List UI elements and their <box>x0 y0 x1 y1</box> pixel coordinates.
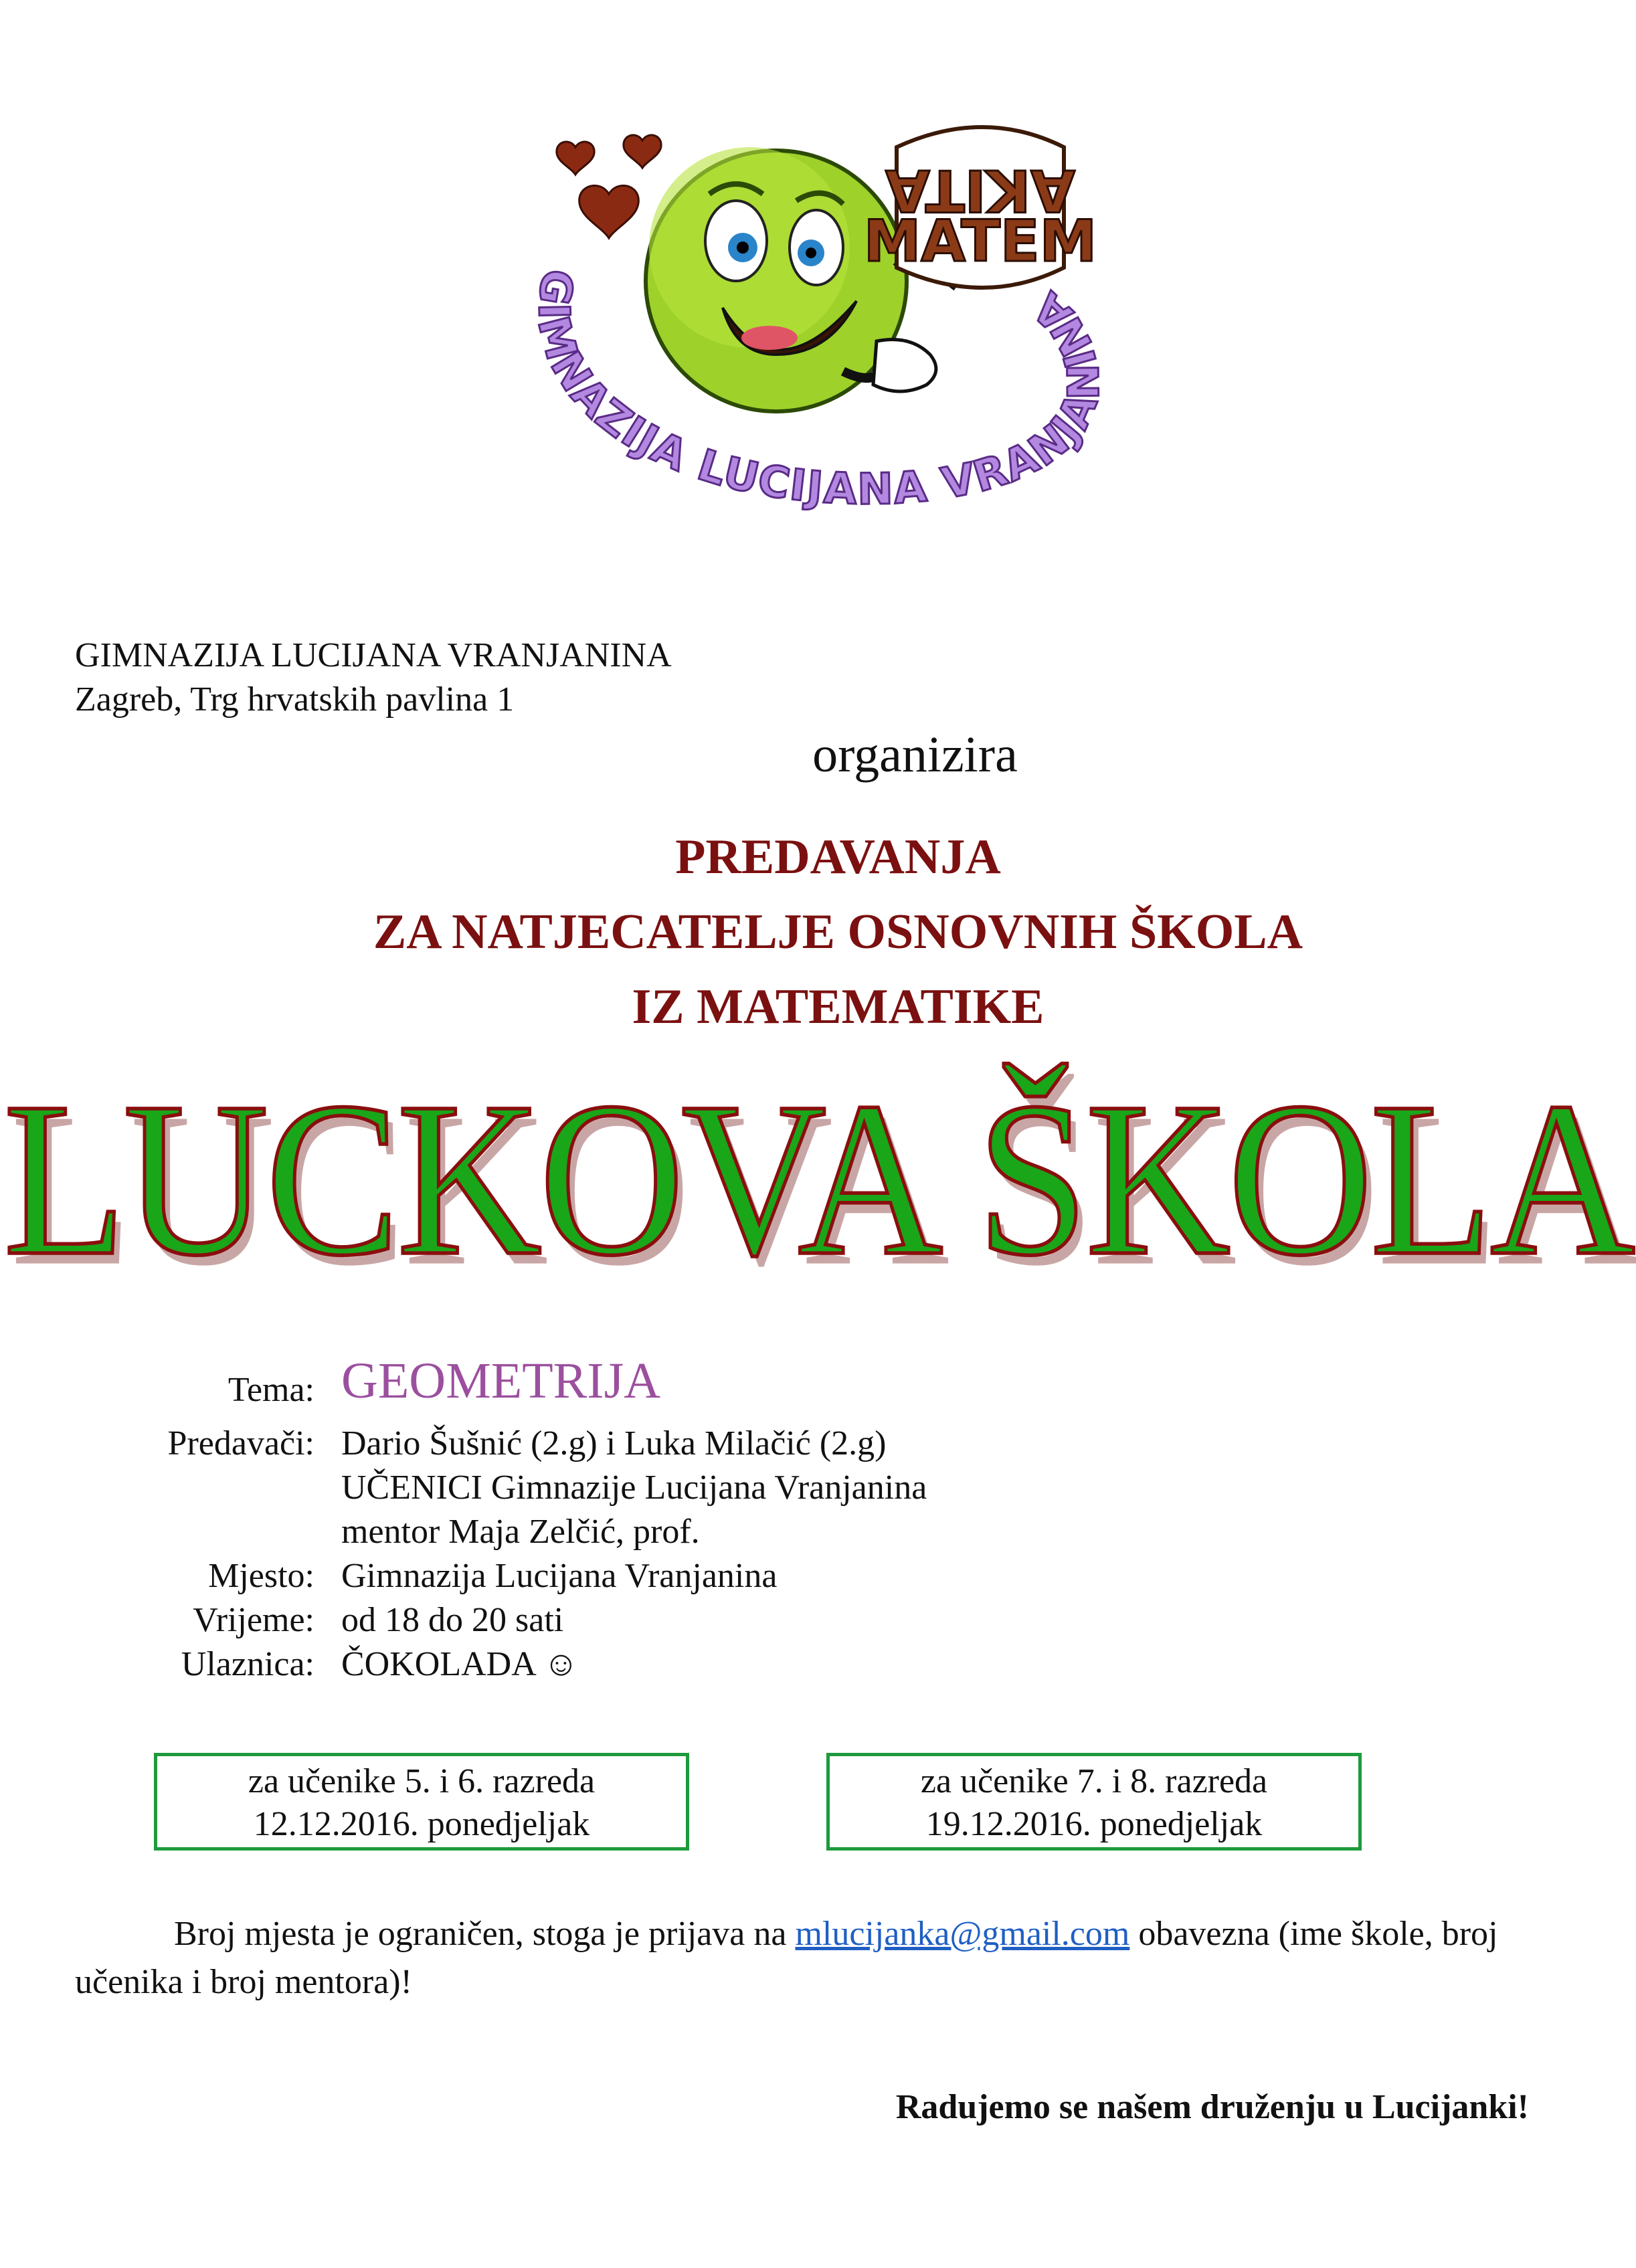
school-name: GIMNAZIJA LUCIJANA VRANJANINA <box>75 636 672 674</box>
school-logo <box>468 114 1171 582</box>
predavaci-line-1: Dario Šušnić (2.g) i Luka Milačić (2.g) <box>341 1424 887 1462</box>
headline-line-2: ZA NATJECATELJE OSNOVNIH ŠKOLA <box>373 905 1303 959</box>
svg-text:AKITA: AKITA <box>885 157 1075 223</box>
ulaznica-label: Ulaznica: <box>181 1645 314 1683</box>
tema-label: Tema: <box>228 1371 314 1409</box>
date-box-grades: za učenike 7. i 8. razreda <box>920 1762 1268 1800</box>
date-box-grades-7-8 <box>826 1753 1362 1851</box>
svg-text:MATEM: MATEM <box>863 208 1097 275</box>
registration-text-before: Broj mjesta je ograničen, stoga je prijava na <box>174 1915 796 1953</box>
registration-text-after: obavezna (ime škole, broj učenika i broj mentora)! <box>75 1915 1498 2001</box>
event-headline <box>0 820 1636 1044</box>
vrijeme-value: od 18 do 20 sati <box>341 1601 564 1639</box>
predavaci-line-2: UČENICI Gimnazije Lucijana Vranjanina <box>341 1469 927 1507</box>
mjesto-value: Gimnazija Lucijana Vranjanina <box>341 1557 778 1595</box>
date-box-date: 12.12.2016. ponedjeljak <box>253 1805 590 1843</box>
organizes-text: organizira <box>812 727 1018 783</box>
closing-message: Radujemo se našem druženju u Lucijanki! <box>895 2088 1529 2126</box>
date-box-grades-5-6 <box>154 1753 689 1851</box>
vrijeme-label: Vrijeme: <box>193 1601 314 1639</box>
mjesto-label: Mjesto: <box>208 1557 314 1595</box>
event-title: LUCKOVA ŠKOLA <box>3 1056 1633 1301</box>
event-title-wrapper <box>0 1056 1636 1301</box>
date-box-date: 19.12.2016. ponedjeljak <box>925 1805 1263 1843</box>
hearts-icon <box>557 135 661 238</box>
logo-ring-text: GIMNAZIJA LUCIJANA VRANJANINA <box>527 266 1109 515</box>
headline-line-1: PREDAVANJA <box>675 830 1001 884</box>
predavaci-label: Predavači: <box>167 1424 314 1462</box>
email-link[interactable]: mlucijanka@gmail.com <box>795 1915 1130 1953</box>
tema-value: GEOMETRIJA <box>341 1353 661 1409</box>
registration-paragraph <box>75 1910 1560 2006</box>
headline-line-3: IZ MATEMATIKE <box>632 979 1044 1034</box>
date-box-grades: za učenike 5. i 6. razreda <box>248 1762 596 1800</box>
predavaci-line-3: mentor Maja Zelčić, prof. <box>341 1513 700 1551</box>
ulaznica-value: ČOKOLADA ☺ <box>341 1645 579 1683</box>
school-address: Zagreb, Trg hrvatskih pavlina 1 <box>75 680 515 719</box>
